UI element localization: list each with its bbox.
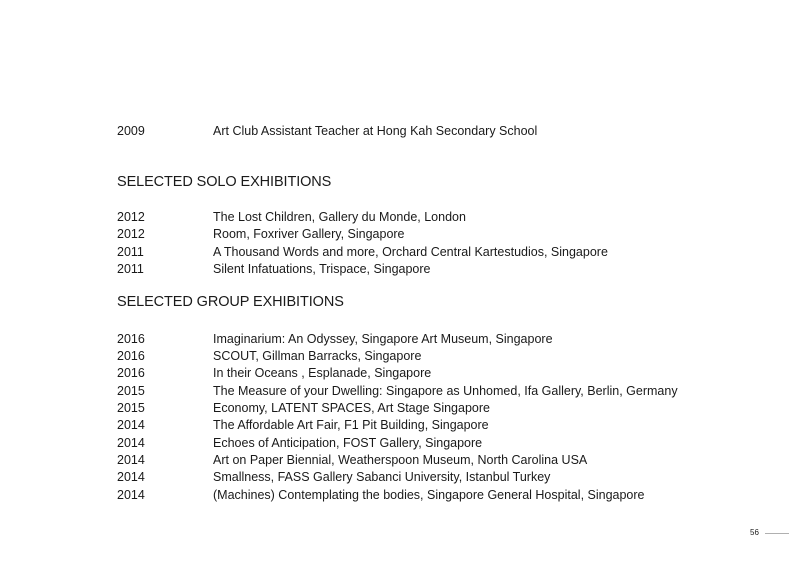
group-exhibition-entry — [117, 453, 587, 467]
entry-description: In their Oceans , Esplanade, Singapore — [213, 366, 432, 380]
solo-exhibition-entry — [117, 245, 608, 259]
entry-year: 2016 — [117, 349, 145, 363]
page-number: 56 — [750, 528, 759, 537]
entry-description: Silent Infatuations, Trispace, Singapore — [213, 262, 431, 276]
group-exhibition-entry — [117, 349, 421, 363]
entry-year: 2014 — [117, 470, 145, 484]
group-exhibition-entry — [117, 401, 490, 415]
group-exhibition-entry — [117, 436, 482, 450]
entry-description: SCOUT, Gillman Barracks, Singapore — [213, 349, 422, 363]
entry-description: (Machines) Contemplating the bodies, Singapore General Hospital, Singapore — [213, 488, 645, 502]
entry-year: 2016 — [117, 332, 145, 346]
entry-description: The Affordable Art Fair, F1 Pit Building, Singapore — [213, 418, 489, 432]
entry-year: 2011 — [117, 245, 144, 259]
entry-year: 2011 — [117, 262, 144, 276]
entry-description: Economy, LATENT SPACES, Art Stage Singapore — [213, 401, 490, 415]
section-heading-solo-exhibitions: SELECTED SOLO EXHIBITIONS — [117, 174, 332, 190]
group-exhibition-entry — [117, 470, 550, 484]
entry-year: 2012 — [117, 210, 145, 224]
entry-description: A Thousand Words and more, Orchard Central Kartestudios, Singapore — [213, 245, 608, 259]
entry-year: 2016 — [117, 366, 145, 380]
entry-year: 2014 — [117, 453, 145, 467]
entry-description: Echoes of Anticipation, FOST Gallery, Singapore — [213, 436, 483, 450]
section-heading-group-exhibitions: SELECTED GROUP EXHIBITIONS — [117, 294, 344, 310]
entry-description: Room, Foxriver Gallery, Singapore — [213, 227, 405, 241]
entry-year: 2012 — [117, 227, 145, 241]
group-exhibition-entry — [117, 488, 645, 502]
solo-exhibition-entry — [117, 210, 466, 224]
group-exhibition-entry — [117, 418, 489, 432]
entry-year: 2015 — [117, 401, 145, 415]
solo-exhibition-entry — [117, 227, 405, 241]
entry-year: 2014 — [117, 436, 145, 450]
entry-year: 2014 — [117, 418, 145, 432]
entry-description: The Lost Children, Gallery du Monde, London — [213, 210, 466, 224]
entry-description: Smallness, FASS Gallery Sabanci University, Istanbul Turkey — [213, 470, 551, 484]
entry-description: Imaginarium: An Odyssey, Singapore Art Museum, Singapore — [213, 332, 553, 346]
entry-description: The Measure of your Dwelling: Singapore as Unhomed, Ifa Gallery, Berlin, Germany — [213, 384, 678, 398]
entry-description: Art Club Assistant Teacher at Hong Kah Secondary School — [213, 124, 538, 138]
group-exhibition-entry — [117, 366, 431, 380]
teaching-entry — [117, 124, 537, 138]
entry-description: Art on Paper Biennial, Weatherspoon Museum, North Carolina USA — [213, 453, 588, 467]
page-number-rule — [765, 533, 789, 534]
group-exhibition-entry — [117, 332, 553, 346]
entry-year: 2015 — [117, 384, 145, 398]
group-exhibition-entry — [117, 384, 678, 398]
solo-exhibition-entry — [117, 262, 431, 276]
entry-year: 2014 — [117, 488, 145, 502]
entry-year: 2009 — [117, 124, 145, 138]
